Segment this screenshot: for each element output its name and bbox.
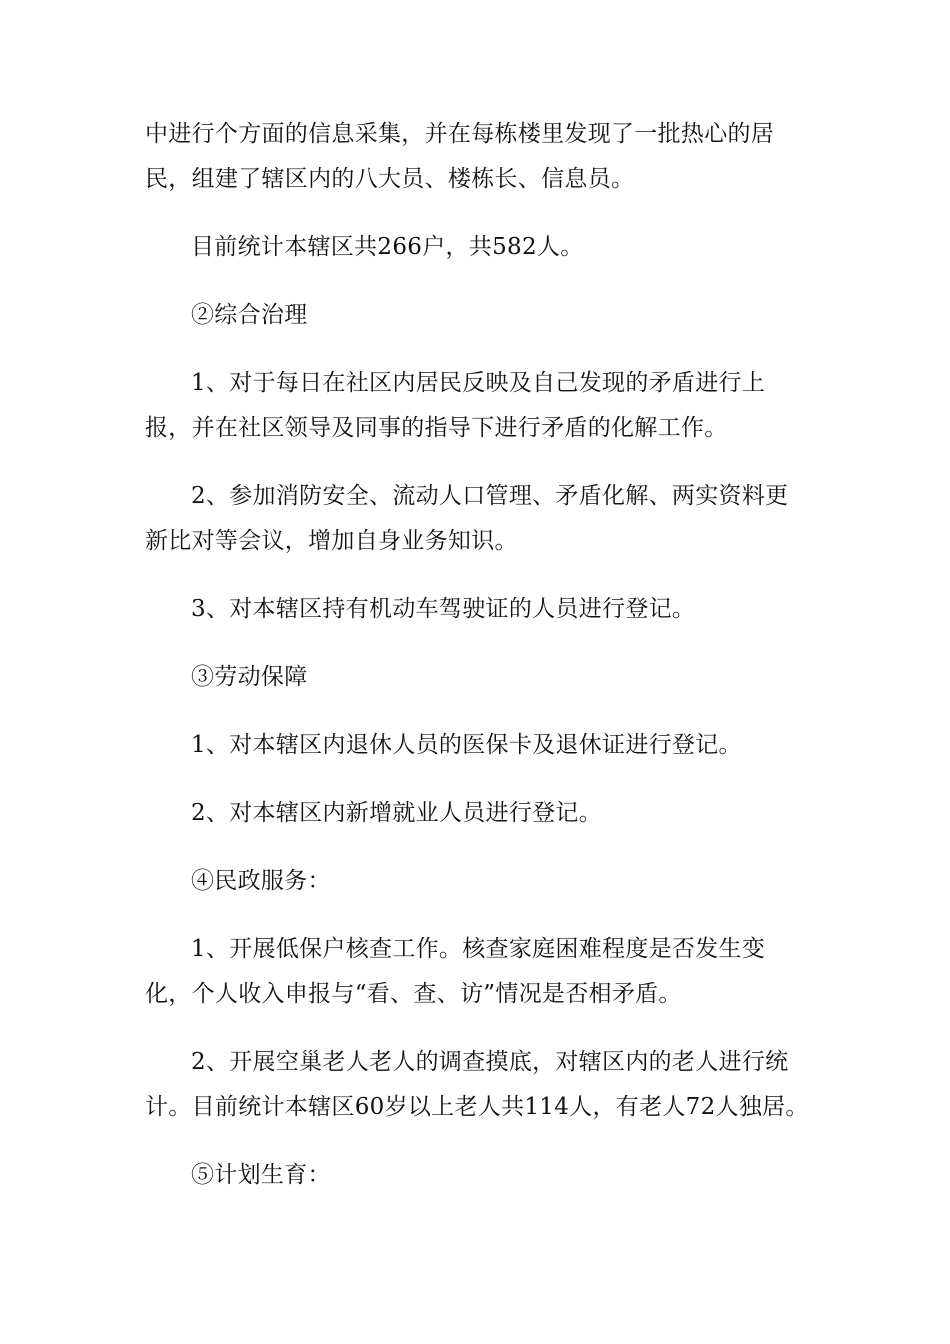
paragraph-governance-item-3: 3、对本辖区持有机动车驾驶证的人员进行登记。: [191, 596, 696, 622]
paragraph-continuation: 中进行个方面的信息采集，并在每栋楼里发现了一批热心的居民，组建了辖区内的八大员、楼栋长、信息员。: [145, 121, 775, 192]
document-body: [145, 112, 810, 1221]
paragraph-civil-item-2: 2、开展空巢老人老人的调查摸底，对辖区内的老人进行统计。目前统计本辖区60岁以上老人共114人，有老人72人独居。: [145, 1049, 809, 1120]
paragraph-governance-item-1: 1、对于每日在社区内居民反映及自己发现的矛盾进行上报，并在社区领导及同事的指导下进行矛盾的化解工作。: [145, 370, 766, 441]
paragraph-civil-item-1: 1、开展低保户核查工作。核查家庭困难程度是否发生变化，个人收入申报与“看、查、访”情况是否相矛盾。: [145, 936, 766, 1007]
section-heading-family-planning: ⑤计划生育：: [191, 1162, 331, 1188]
paragraph-governance-item-2: 2、参加消防安全、流动人口管理、矛盾化解、两实资料更新比对等会议，增加自身业务知识。: [145, 483, 789, 554]
section-heading-comprehensive-governance: ②综合治理: [191, 302, 308, 328]
section-heading-civil-affairs: ④民政服务：: [191, 868, 331, 894]
section-heading-labor-security: ③劳动保障: [191, 664, 308, 690]
paragraph-household-count: 目前统计本辖区共266户，共582人。: [191, 234, 584, 260]
paragraph-labor-item-1: 1、对本辖区内退休人员的医保卡及退休证进行登记。: [191, 732, 742, 758]
paragraph-labor-item-2: 2、对本辖区内新增就业人员进行登记。: [191, 800, 603, 826]
